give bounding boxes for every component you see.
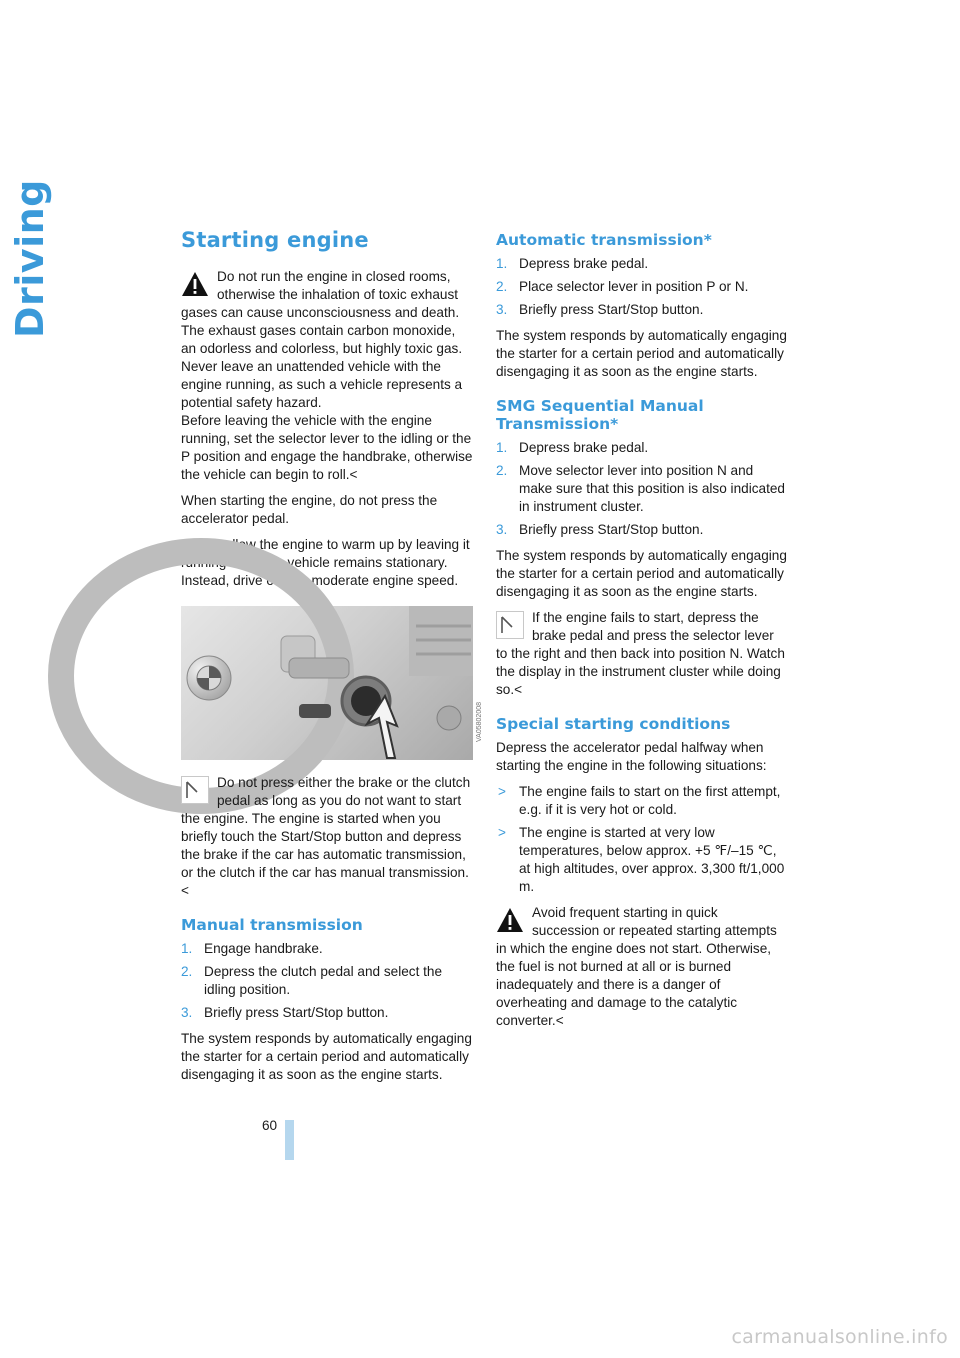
right-column <box>496 226 788 1038</box>
warning-text-exhaust: Do not run the engine in closed rooms, otherwise the inhalation of toxic exhaust gases can cause unconsciousness and death. The exhaust gases contain carbon monoxide, an odorless and colorless, but highly toxic gas. Never leave an unattended vehicle with the engine running, as such a vehicle represents a potential safety hazard. <box>181 269 463 410</box>
page-number-bar <box>285 1120 294 1160</box>
list-item: 2. Depress the clutch pedal and select the idling position. <box>181 964 443 997</box>
section-side-tab-label: Driving <box>8 179 52 338</box>
heading-manual-transmission: Manual transmission <box>181 916 363 934</box>
warning-text-frequent-starting: Avoid frequent starting in quick succession or repeated starting attempts in which the engine does not start. Otherwise, the fuel is not burned at all or is burned inadequately and there is a danger of overheating and damage to the catalytic converter.< <box>496 905 777 1028</box>
page-number: 60 <box>262 1118 278 1133</box>
automatic-steps-list <box>496 255 788 319</box>
start-stop-button-photo <box>181 606 483 760</box>
list-item: 2. Move selector lever into position N and make sure that this position is also indicated in instrument cluster. <box>496 463 785 514</box>
note-pedal-text: Do not press either the brake or the clutch pedal as long as you do not want to start the engine. The engine is started when you briefly touch the Start/Stop button and depress the brake if the car has automatic transmission, or the clutch if the car has manual transmission.< <box>181 775 471 898</box>
steering-wheel-illustration <box>181 606 473 760</box>
warning-triangle-icon <box>181 270 209 298</box>
list-item: 2. Place selector lever in position P or N. <box>496 279 749 294</box>
note-arrow-icon <box>181 776 209 804</box>
list-item: 1. Depress brake pedal. <box>496 256 649 271</box>
warning-triangle-icon <box>496 906 524 934</box>
heading-special-conditions: Special starting conditions <box>496 715 731 733</box>
heading-smg: SMG Sequential Manual Transmission* <box>496 397 704 433</box>
paragraph-special: Depress the accelerator pedal halfway when starting the engine in the following situations: <box>496 740 767 773</box>
note-arrow-icon <box>496 611 524 639</box>
warning-note-exhaust <box>181 268 473 484</box>
heading-starting-engine: Starting engine <box>181 228 369 252</box>
list-item: 1. Engage handbrake. <box>181 941 323 956</box>
warning-note-frequent-starting <box>496 904 788 1030</box>
photo-reference-code: VA05802008 <box>476 702 483 742</box>
note-smg <box>496 609 788 699</box>
note-smg-text: If the engine fails to start, depress the brake pedal and press the selector lever to the right and then back into position N. Watch the display in the instrument cluster while doing so.< <box>496 610 785 697</box>
watermark: carmanualsonline.info <box>731 1326 948 1348</box>
left-column <box>181 226 483 1092</box>
paragraph-accelerator: When starting the engine, do not press the accelerator pedal. <box>181 493 438 526</box>
heading-automatic-transmission: Automatic transmission* <box>496 231 712 249</box>
warning-text-selector: Before leaving the vehicle with the engine running, set the selector lever to the idling or the P position and engage the handbrake, otherwise the vehicle can begin to roll.< <box>181 413 473 482</box>
list-item: 3. Briefly press Start/Stop button. <box>181 1005 389 1020</box>
list-item: 3. Briefly press Start/Stop button. <box>496 522 704 537</box>
list-item: > The engine fails to start on the first attempt, e.g. if it is very hot or cold. <box>498 784 781 817</box>
paragraph-manual-system: The system responds by automatically engaging the starter for a certain period and automatically disengaging it as soon as the engine starts. <box>181 1031 472 1082</box>
list-item: > The engine is started at very low temperatures, below approx. +5 ℉/–15 ℃, at high altitudes, over approx. 3,300 ft/1,000 m. <box>498 825 785 894</box>
paragraph-warm-up: Do not allow the engine to warm up by leaving it running while the vehicle remains stationary. Instead, drive off at a moderate engine speed. <box>181 537 470 588</box>
smg-steps-list <box>496 439 788 539</box>
paragraph-automatic-system: The system responds by automatically engaging the starter for a certain period and automatically disengaging it as soon as the engine starts. <box>496 328 787 379</box>
list-item: 1. Depress brake pedal. <box>496 440 649 455</box>
paragraph-smg-system: The system responds by automatically engaging the starter for a certain period and automatically disengaging it as soon as the engine starts. <box>496 548 787 599</box>
note-pedal <box>181 774 473 900</box>
special-conditions-list <box>496 783 788 896</box>
list-item: 3. Briefly press Start/Stop button. <box>496 302 704 317</box>
manual-steps-list <box>181 940 473 1022</box>
